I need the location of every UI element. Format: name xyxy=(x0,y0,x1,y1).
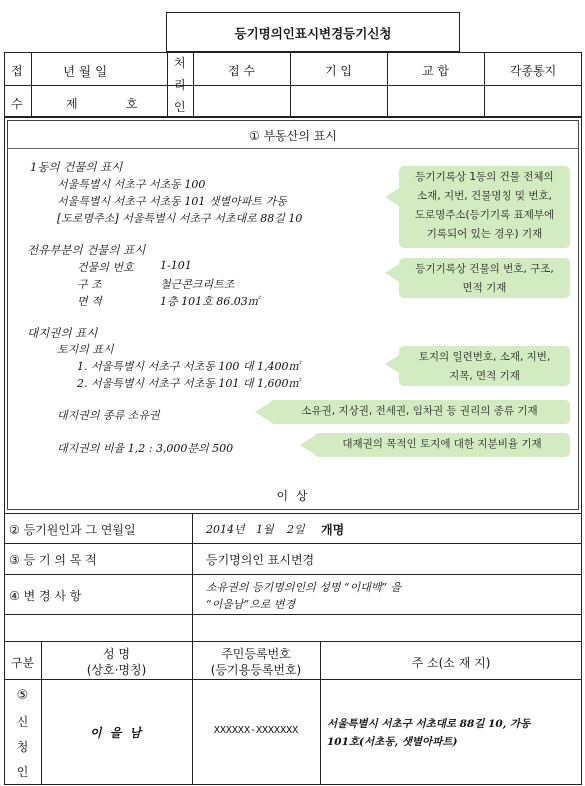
land-sub: 토지의 표시 xyxy=(57,343,114,356)
col-gubun: 구분 xyxy=(10,656,35,670)
section3-value: 등기명의인 표시변경 xyxy=(206,553,315,567)
applicant-side-num: ⑤ xyxy=(16,688,29,703)
callout-text: 소유권, 지상권, 전세권, 임차권 등 권리의 종류 기재 xyxy=(301,405,538,417)
applicant-address-line2: 101호(서초동, 샛별아파트) xyxy=(327,736,458,748)
callout-arrow xyxy=(300,436,314,454)
section3-label: ③ 등 기 의 목 적 xyxy=(9,553,97,567)
callout-arrow xyxy=(255,403,269,421)
section2-day: 2일 xyxy=(287,523,305,536)
callout-arrow xyxy=(385,188,399,206)
unit-header: 전유부분의 건물의 표시 xyxy=(27,243,146,257)
receipt-in: 인 xyxy=(174,100,186,114)
callout-text: 토지의 일련번호, 소재, 지번, xyxy=(418,351,551,363)
right-ratio: 대지권의 비율 1,2 : 3,000분의 500 xyxy=(57,442,234,455)
callout-land xyxy=(399,346,570,386)
applicant-side-char: 청 xyxy=(16,740,29,754)
callout-text: 도로명주소(등기기록 표제부에 xyxy=(414,209,555,221)
section2-month: 1월 xyxy=(256,523,274,536)
applicant-name: 이 을 남 xyxy=(89,726,144,740)
applicant-id: XXXXXX-XXXXXXX xyxy=(213,725,299,736)
bldg-header: 1동의 건물의 표시 xyxy=(30,160,123,174)
callout-text: 등기기록상 1동의 건물 전체의 xyxy=(415,171,554,183)
struct-value: 철근콘크리트조 xyxy=(160,278,235,291)
col-address: 주 소(소 재 지) xyxy=(411,656,491,670)
callout-text: 면적 기재 xyxy=(462,282,507,294)
receipt-ri: 리 xyxy=(174,78,186,92)
receipt-ho: 호 xyxy=(126,97,138,111)
receipt-col-notice: 각종통지 xyxy=(509,64,557,78)
bldg-line: 서울특별시 서초구 서초동 100 xyxy=(57,178,206,191)
receipt-col-gyohap: 교 합 xyxy=(422,64,449,78)
section1-heading: ① 부동산의 표시 xyxy=(249,129,337,143)
right-type: 대지권의 종류 소유권 xyxy=(57,409,160,422)
page-title: 등기명의인표시변경등기신청 xyxy=(234,26,392,41)
area-value: 1층 101호 86.03㎡ xyxy=(160,295,259,308)
area-label: 면 적 xyxy=(77,295,102,308)
callout-right-type xyxy=(269,400,570,424)
col-id-sub: (등기용등록번호) xyxy=(210,663,302,677)
callout-arrow xyxy=(385,355,399,373)
struct-label: 구 조 xyxy=(77,278,102,291)
callout-text: 소재, 지번, 건물명칭 및 번호, xyxy=(417,190,552,202)
unit-no-label: 건물의 번호 xyxy=(77,261,134,274)
receipt-cheo: 처 xyxy=(174,56,186,70)
receipt-su: 수 xyxy=(11,97,23,111)
applicant-side-char: 인 xyxy=(16,765,29,779)
receipt-col-jeopsu: 접 수 xyxy=(228,64,255,78)
ends-mark: 이 상 xyxy=(276,489,310,503)
callout-text: 기록되어 있는 경우) 기재 xyxy=(426,228,543,240)
section2-cause: 개명 xyxy=(321,523,345,537)
section4-value-line2: “이을남”으로 변경 xyxy=(206,598,296,611)
section4-value-line1: 소유권의 등기명의인의 성명 “이대백” 을 xyxy=(206,581,402,594)
col-id: 주민등록번호 xyxy=(221,647,291,661)
section4-label: ④ 변 경 사 항 xyxy=(9,589,82,603)
bldg-line: 서울특별시 서초구 서초동 101 샛별아파트 가동 xyxy=(57,195,287,208)
callout-arrow xyxy=(385,264,399,282)
receipt-date: 년 월 일 xyxy=(63,64,108,79)
callout-building xyxy=(399,166,570,248)
land-line: 1. 서울특별시 서초구 서초동 100 대 1,400㎡ xyxy=(77,360,300,373)
applicant-side-char: 신 xyxy=(16,715,29,729)
callout-ratio xyxy=(314,433,570,457)
bldg-line: [도로명주소] 서울특별시 서초구 서초대로 88길 10 xyxy=(57,212,303,225)
section2-year: 2014년 xyxy=(206,523,245,536)
callout-text: 대재권의 목적인 토지에 대한 지분비율 기재 xyxy=(342,438,542,450)
col-name-sub: (상호·명칭) xyxy=(86,663,147,677)
callout-text: 등기기록상 건물의 번호, 구조, xyxy=(415,263,554,275)
section2-label: ② 등기원인과 그 연월일 xyxy=(9,523,136,537)
receipt-col-giip: 기 입 xyxy=(325,64,352,78)
callout-unit xyxy=(399,258,570,298)
receipt-je: 제 xyxy=(66,97,78,111)
applicant-address-line1: 서울특별시 서초구 서초대로 88길 10, 가동 xyxy=(327,718,531,730)
col-name: 성 명 xyxy=(103,647,130,661)
unit-no: 1-101 xyxy=(160,259,192,272)
callout-text: 지목, 면적 기재 xyxy=(449,370,520,382)
land-header: 대지권의 표시 xyxy=(27,326,98,340)
receipt-jeop: 접 xyxy=(11,64,23,78)
land-line: 2. 서울특별시 서초구 서초동 101 대 1,600㎡ xyxy=(77,377,300,390)
